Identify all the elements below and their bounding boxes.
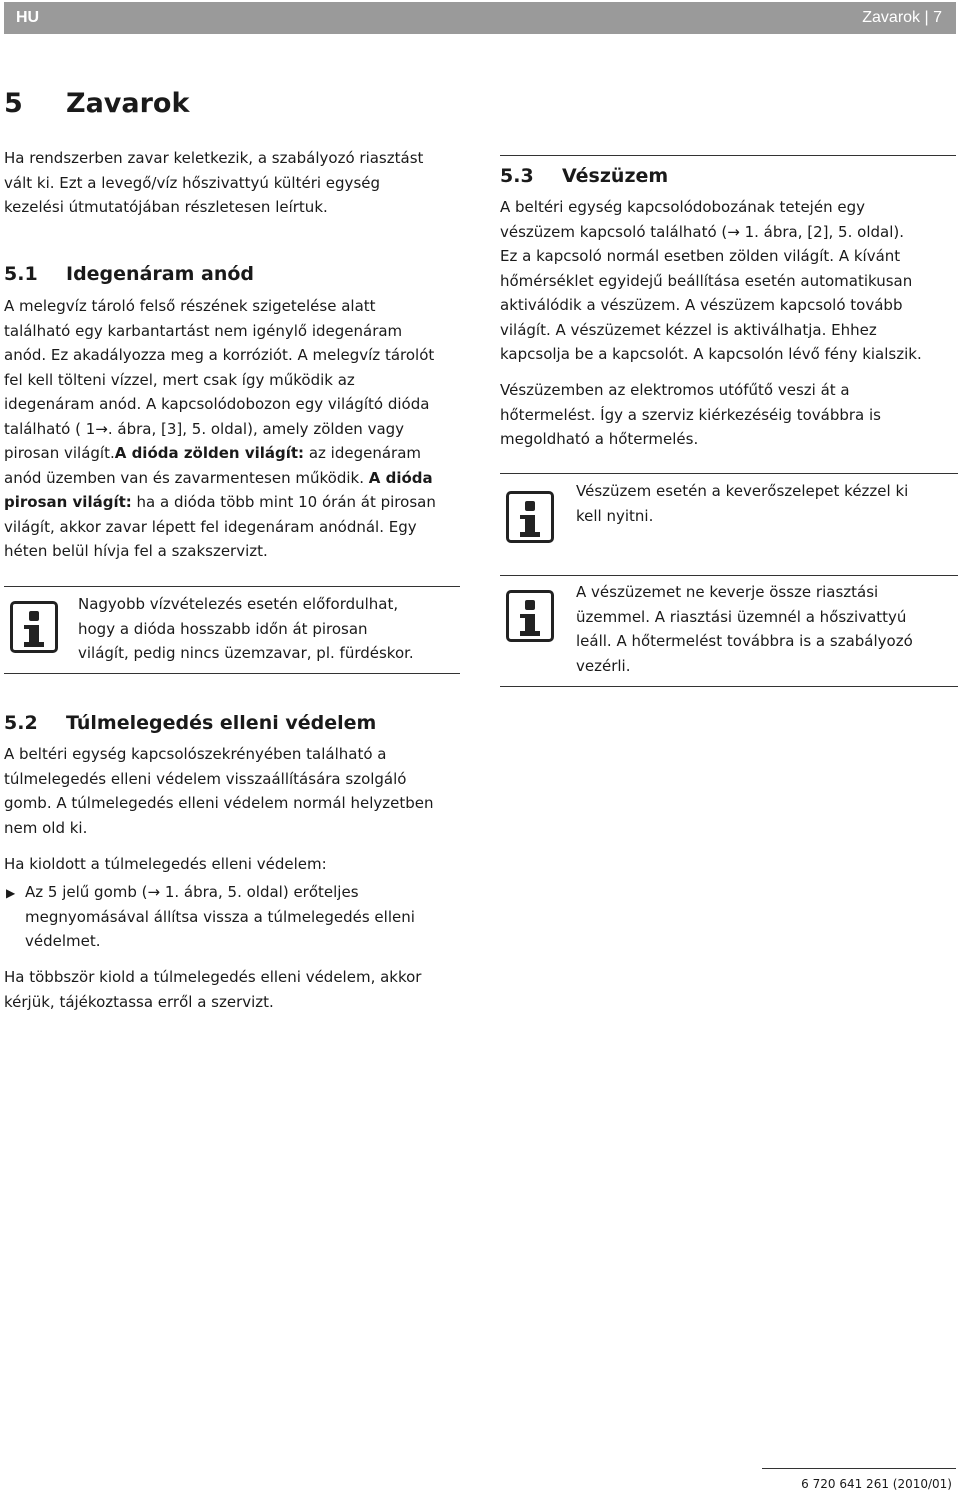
text-line: világít, pedig nincs üzemzavar, pl. fürdéskor. — [78, 644, 414, 662]
text-line: világít. A vészüzemet kézzel is aktiválhatja. Ehhez — [500, 320, 877, 339]
section-5-2-paragraph-1 — [4, 742, 434, 840]
text-line: Ha többször kiold a túlmelegedés elleni védelem, akkor — [4, 968, 422, 986]
info-icon — [10, 601, 58, 653]
intro-paragraph — [4, 146, 423, 220]
section-5-3-paragraph-1 — [500, 195, 922, 367]
text-span: az idegenáram — [304, 444, 422, 462]
text-line: világít, akkor zavar lépett fel idegenáram anódnál. Egy — [4, 517, 417, 536]
text-line: Az 5 jelű gomb (→ 1. ábra, 5. oldal) erőteljes — [25, 883, 359, 901]
text-line: vészüzem kapcsoló található (→ 1. ábra, [2], 5. oldal). — [500, 222, 904, 241]
text-line: védelmet. — [25, 932, 101, 950]
column-top-rule — [500, 155, 956, 156]
text-line: hőtermelést. Így a szerviz kiérkezéséig továbbra is — [500, 405, 881, 424]
text-line: A vészüzemet ne keverje össze riasztási — [576, 583, 879, 601]
text-line: kapcsolja be a kapcsolót. A kapcsolón lévő fény kialszik. — [500, 345, 922, 363]
info-note-3 — [500, 575, 958, 687]
bold-label: pirosan világít: — [4, 493, 132, 511]
text-span: anód üzemben van és zavarmentesen működik. — [4, 468, 369, 487]
section-number: 5.3 — [500, 165, 534, 187]
bullet-item — [25, 880, 415, 954]
section-5-2-paragraph-2: Ha kioldott a túlmelegedés elleni védelem: — [4, 855, 327, 873]
text-line: nem old ki. — [4, 818, 88, 837]
section-title: Túlmelegedés elleni védelem — [66, 712, 377, 734]
text-line — [4, 441, 436, 466]
text-line: aktiválódik a vészüzem. A vészüzem kapcsoló tovább — [500, 296, 903, 314]
text-span: pirosan világít. — [4, 444, 115, 462]
text-line: túlmelegedés elleni védelem visszaállítására szolgáló — [4, 769, 407, 788]
info-note-2 — [500, 473, 958, 559]
text-line: héten belül hívja fel a szakszervizt. — [4, 542, 268, 560]
language-code: HU — [16, 9, 40, 26]
bold-label: A dióda zölden világít: — [114, 444, 305, 462]
bold-label: A dióda — [368, 468, 433, 487]
section-number: 5.1 — [4, 263, 38, 285]
section-number: 5.2 — [4, 712, 38, 734]
text-line: gomb. A túlmelegedés elleni védelem normál helyzetben — [4, 794, 434, 812]
chapter-title: Zavarok — [66, 88, 190, 119]
text-line: kell nyitni. — [576, 506, 654, 525]
info-icon — [506, 491, 554, 543]
section-heading-5-2 — [4, 712, 376, 734]
text-line: található ( 1→. ábra, [3], 5. oldal), amely zölden vagy — [4, 419, 405, 438]
note-text — [78, 592, 414, 666]
header-section: Zavarok — [862, 9, 921, 26]
text-line: A beltéri egység kapcsolódobozának tetején egy — [500, 198, 865, 216]
text-line: leáll. A hőtermelést továbbra is a szabályozó — [576, 632, 913, 650]
text-line: Nagyobb vízvételezés esetén előfordulhat, — [78, 595, 399, 613]
text-line: megoldható a hőtermelés. — [500, 430, 699, 448]
text-line: hőmérséklet egyidejű beállítása esetén automatikusan — [500, 271, 913, 290]
note-text — [576, 479, 908, 528]
intro-line: vált ki. Ezt a levegő/víz hőszivattyú kültéri egység — [4, 173, 381, 192]
section-5-3-paragraph-2 — [500, 378, 881, 452]
text-line: A melegvíz tároló felső részének szigetelése alatt — [4, 297, 376, 315]
header-page-info: Zavarok | 7 — [862, 9, 942, 26]
text-line: fel kell tölteni vízzel, mert csak így működik az — [4, 370, 355, 389]
intro-line: Ha rendszerben zavar keletkezik, a szabályozó riasztást — [4, 149, 424, 167]
text-line: Vészüzemben az elektromos utófűtő veszi át a — [500, 381, 850, 399]
section-heading-5-1 — [4, 263, 254, 285]
text-line: anód. Ez akadályozza meg a korróziót. A melegvíz tárolót — [4, 346, 435, 364]
intro-line: kezelési útmutatójában részletesen leírtuk. — [4, 198, 328, 216]
text-line — [4, 466, 436, 491]
chapter-heading — [4, 88, 189, 119]
chapter-number: 5 — [4, 88, 23, 119]
text-line: hogy a dióda hosszabb időn át pirosan — [78, 619, 368, 638]
text-line: található egy karbantartást nem igénylő idegenáram — [4, 321, 403, 340]
text-line: üzemmel. A riasztási üzemnél a hőszivattyú — [576, 607, 907, 626]
bullet-triangle-icon: ▶ — [6, 886, 16, 900]
document-number: 6 720 641 261 (2010/01) — [801, 1477, 952, 1491]
text-line: megnyomásával állítsa vissza a túlmelegedés elleni — [25, 907, 415, 926]
section-heading-5-3 — [500, 165, 668, 187]
info-icon — [506, 590, 554, 642]
text-line: Vészüzem esetén a keverőszelepet kézzel ki — [576, 482, 909, 500]
text-line — [4, 490, 436, 515]
text-line: A beltéri egység kapcsolószekrényében található a — [4, 745, 387, 763]
footer-rule — [762, 1468, 956, 1469]
page-header — [4, 2, 956, 34]
page-number: 7 — [933, 9, 942, 26]
section-5-1-paragraph — [4, 294, 436, 564]
note-text — [576, 580, 913, 678]
section-5-2-paragraph-3 — [4, 965, 421, 1014]
text-line: Ez a kapcsoló normál esetben zölden világít. A kívánt — [500, 247, 901, 265]
info-note-1 — [4, 586, 460, 674]
text-line: idegenáram anód. A kapcsolódobozon egy világító dióda — [4, 395, 430, 413]
text-line: kérjük, tájékoztassa erről a szervizt. — [4, 992, 274, 1011]
text-line: vezérli. — [576, 656, 631, 675]
section-title: Idegenáram anód — [66, 263, 254, 285]
section-title: Vészüzem — [562, 165, 669, 187]
text-span: ha a dióda több mint 10 órán át pirosan — [131, 493, 436, 511]
